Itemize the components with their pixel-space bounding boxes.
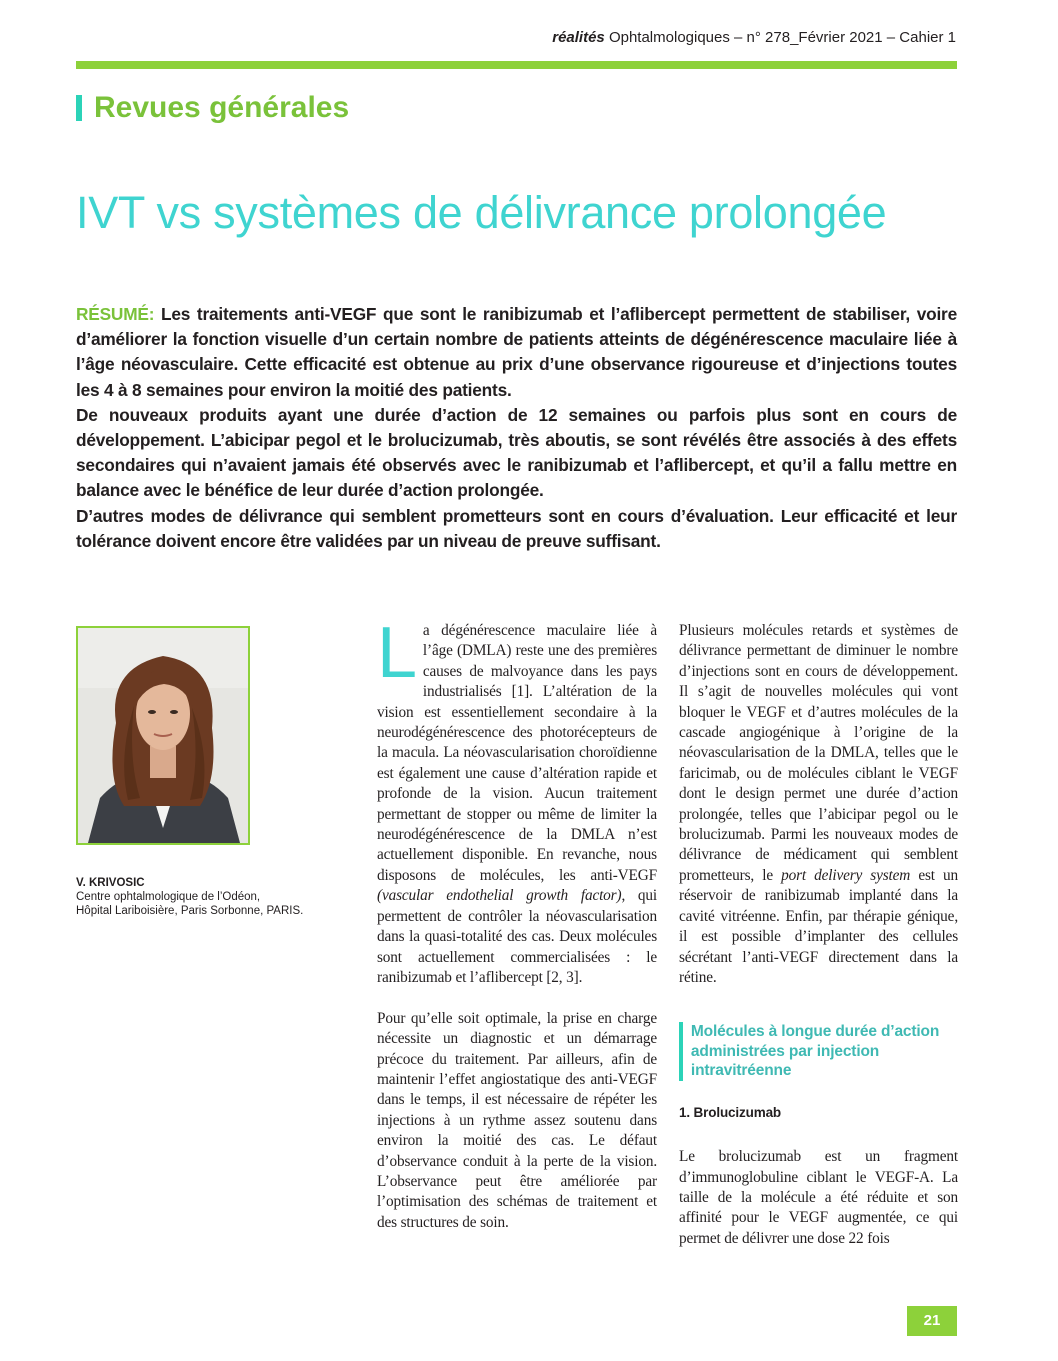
journal-issue: Ophtalmologiques – n° 278_Février 2021 – Cahier 1 xyxy=(604,29,956,46)
abstract-paragraph-1: Les traitements anti-VEGF que sont le ranibizumab et l’aflibercept permettent de stabiliser, voire d’améliorer la fonction visuelle d’un certain nombre de patients atteints de dégénérescence maculaire liée à l’âge néovasculaire. Cette efficacité est obtenue au prix d’une observance rigoureuse et d’injections toutes les 4 à 8 semaines pour environ la moitié des patients. xyxy=(76,304,957,400)
journal-name: réalités xyxy=(552,29,605,46)
page-number: 21 xyxy=(907,1306,957,1336)
author-portrait-image xyxy=(78,628,248,843)
subsection-heading: 1. Brolucizumab xyxy=(679,1104,782,1120)
body-column-2 xyxy=(679,621,958,1249)
abstract xyxy=(76,302,957,554)
body-text: , qui permettent de contrôler la néovascularisation dans la quasi-totalité des cas. Deux molécules sont actuellement commercialisées : le ranibizumab et l’aflibercept [2, 3]. xyxy=(377,887,657,986)
body-italic: (vascular endothelial growth factor) xyxy=(377,887,622,905)
author-name: V. KRIVOSIC xyxy=(76,877,145,889)
body-column-1 xyxy=(377,613,657,1233)
author-photo xyxy=(76,626,250,845)
subheading xyxy=(679,1022,958,1081)
body-paragraph-4: Le brolucizumab est un fragment d’immunoglobuline ciblant le VEGF-A. La taille de la molécule a été réduite et son affinité pour le VEGF augmentée, ce qui permet de délivrer une dose 22 fois xyxy=(679,1148,958,1247)
article-title: IVT vs systèmes de délivrance prolongée xyxy=(76,187,887,238)
author-affiliation-1: Centre ophtalmologique de l’Odéon, xyxy=(76,891,261,903)
drop-cap: L xyxy=(377,613,417,693)
body-paragraph-2: Pour qu’elle soit optimale, la prise en charge nécessite un diagnostic et un démarrage précoce du traitement. Par ailleurs, afin de maintenir l’effet angiostatique des anti-VEGF dans le temps, il est nécessaire de répéter les injections à un rythme assez soutenu dans environ la moitié des cas. Le défaut d’observance conduit à la perte de la vision. L’observance peut être améliorée par l’optimisation des schémas de traitement et des structures de soin. xyxy=(377,1009,657,1231)
section-marker xyxy=(76,95,82,121)
abstract-label: RÉSUMÉ: xyxy=(76,304,155,324)
running-header xyxy=(552,29,956,46)
subheading-marker xyxy=(679,1022,683,1081)
author-block xyxy=(76,876,303,918)
body-text: est un réservoir de ranibizumab implanté dans la cavité vitréenne. Enfin, par thérapie génique, il est possible d’implanter des cellules sécrétant l’anti-VEGF directement dans la rétine. xyxy=(679,866,958,986)
section-heading xyxy=(76,91,349,125)
body-text: Plusieurs molécules retards et systèmes de délivrance permettant de diminuer le nombre d’injections sont en cours de développement. Il s’agit de nouvelles molécules qui vont bloquer le VEGF et d’autres molécules de la cascade angiogénique à l’origine de la néovascularisation de la DMLA, telles que le faricimab, ou de molécules ciblant le VEGF dont le design permet une durée d’action prolongée, telles que l’abicipar pegol ou le brolucizumab. Parmi les nouveaux modes de délivrance de médicament qui semblent prometteurs, le xyxy=(679,622,958,884)
body-text: a dégénérescence maculaire liée à l’âge (DMLA) reste une des premières causes de malvoyance dans les pays industrialisés [1]. L’altération de la vision est essentiellement secondaire à la neurodégénérescence des photorécepteurs de la macula. La néovascularisation choroïdienne est également une cause d’altération rapide et profonde de la vision. Aucun traitement permettant de stopper ou même de limiter la neurodégénérescence de la DMLA n’est actuellement disponible. En revanche, nous disposons de molécules, les anti-VEGF xyxy=(377,622,657,884)
body-paragraph-3 xyxy=(679,621,958,988)
header-rule xyxy=(76,61,957,69)
body-italic: port delivery system xyxy=(781,866,911,884)
abstract-paragraph-2: De nouveaux produits ayant une durée d’action de 12 semaines ou parfois plus sont en cours de développement. L’abicipar pegol et le brolucizumab, très aboutis, se sont révélés être associés à des effets secondaires qui n’avaient jamais été observés avec le ranibizumab et l’aflibercept, et qu’il a fallu mettre en balance avec le bénéfice de leur durée d’action prolongée. xyxy=(76,404,957,501)
section-label: Revues générales xyxy=(94,91,350,124)
subheading-text: Molécules à longue durée d’action administrées par injection intravitréenne xyxy=(690,1023,940,1080)
abstract-paragraph-3: D’autres modes de délivrance qui semblent prometteurs sont en cours d’évaluation. Leur efficacité et leur tolérance doivent encore être validées par un niveau de preuve suffisant. xyxy=(76,505,957,551)
author-affiliation-2: Hôpital Lariboisière, Paris Sorbonne, PARIS. xyxy=(76,905,304,917)
body-paragraph-1 xyxy=(377,613,657,988)
